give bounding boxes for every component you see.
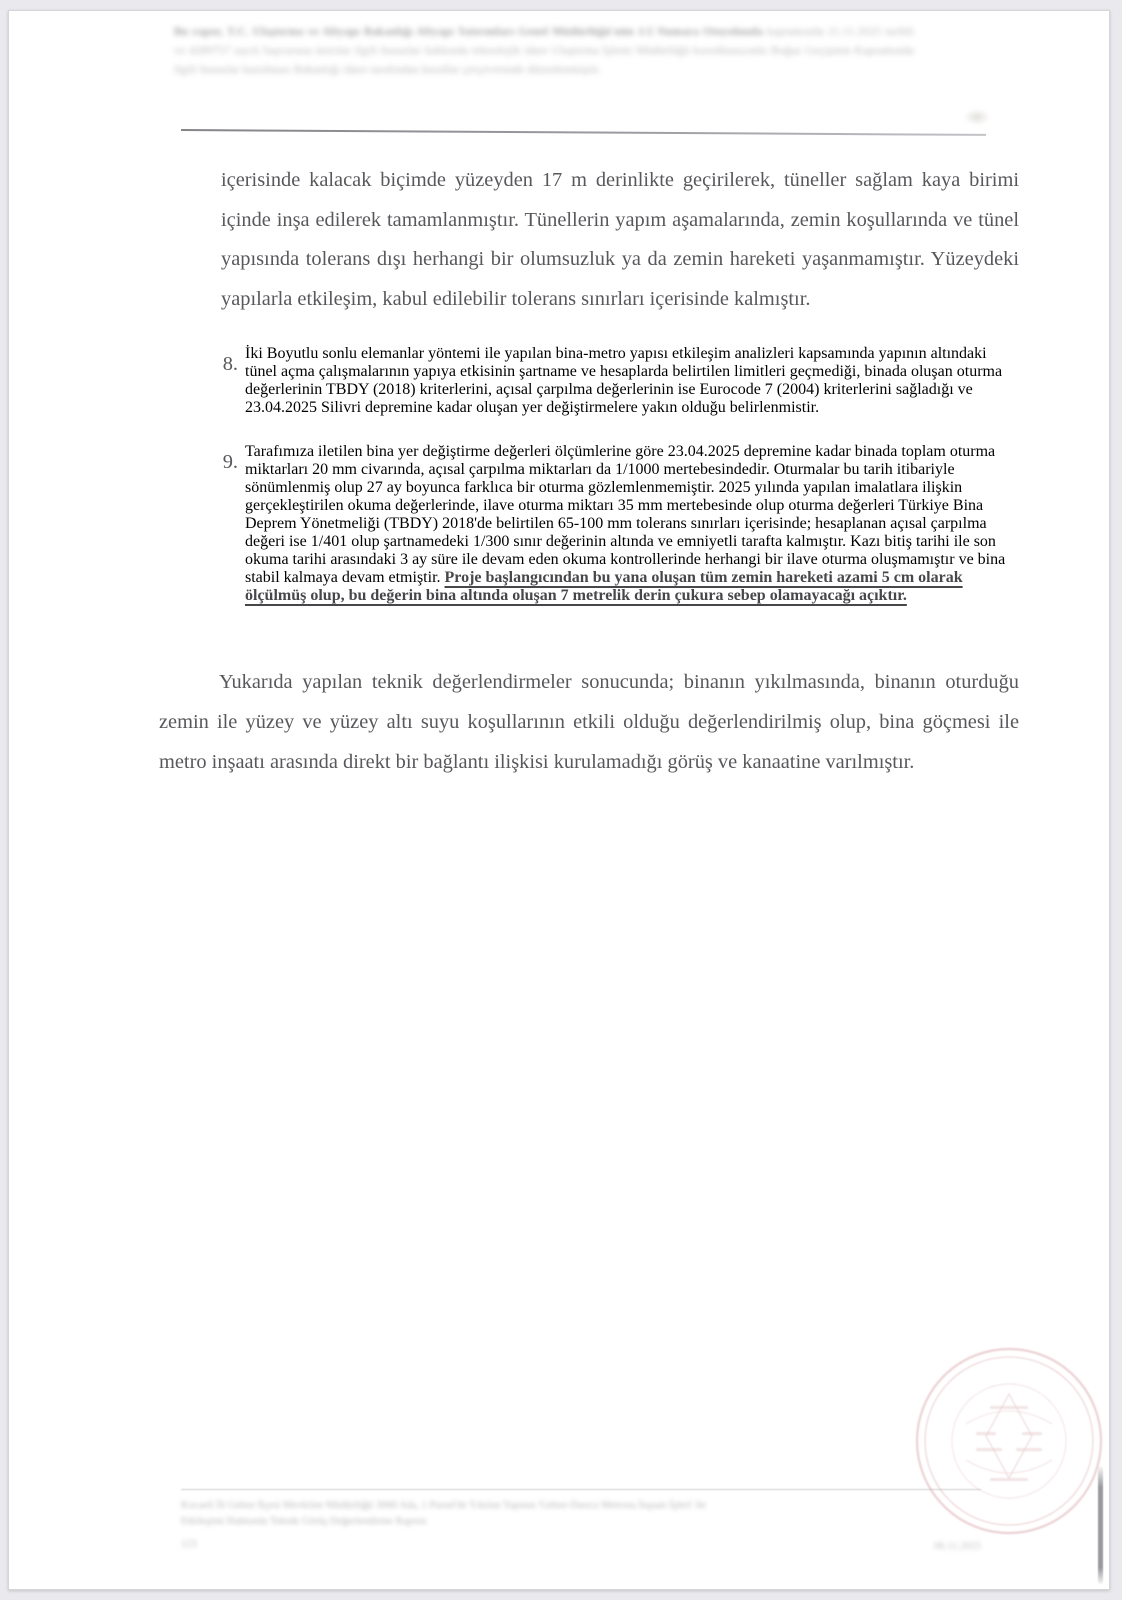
header-line-4: tarafından kurallar çerçevesinde düzenlenmiştir.	[370, 64, 602, 76]
header-line-1: Bu rapor, T.C. Ulaştırma ve Altyapı Bakanlığı Altyapı Yatırımları Genel Müdürlüğü'nün 1/2 Numara Otoyolunda	[174, 26, 764, 38]
list-item-9-emphasized-conclusion: Proje başlangıcından bu yana oluşan tüm zemin hareketi azami 5 cm olarak ölçülmüş olup, bu değerin bina altında oluşan 7 metrelik derin çukura sebep olamayacağı açıktır.	[245, 569, 963, 605]
document-page	[8, 10, 1110, 1590]
list-item-8-text: İki Boyutlu sonlu elemanlar yöntemi ile yapılan bina-metro yapısı etkileşim analizleri kapsamında yapının altındaki tünel açma çalışmalarının yapıya etkisinin şartname ve hesaplarda belirtilen limitleri geçmediği, binada oluşan oturma değerlerinin TBDY (2018) kriterlerini, açısal çarpılma değerlerinin ise Eurocode 7 (2004) kriterlerini sağladığı ve 23.04.2025 Silivri depremine kadar oluşan yer değiştirmelere yakın olduğu belirlenmistir.	[245, 345, 1003, 417]
list-item-9	[221, 443, 1019, 605]
numbered-paragraph-list	[9, 345, 1109, 605]
footer-date: 06.11.2025	[934, 1541, 981, 1552]
header-line-3: Ulaştırma İşlemi Müdürlüğü koordinasyonlu Boğaz Geçişinin Kapsamında ilgili hususlar kurulması Bakanlığı idare	[174, 45, 914, 76]
paragraph-spacer	[9, 417, 1109, 443]
scrollbar-thumb[interactable]	[1098, 1466, 1103, 1584]
footer-line-2: Etkileşimi Hakkında Teknik Görüş Değerlendirme Raporu	[181, 1516, 427, 1527]
list-item-9-number: 9.	[222, 451, 238, 474]
header-line-2: kapsamında 21.11.2025 tarihli ve 4289757 sayılı başvurusu üzerine ilgili hususlar hakkında teknolojik idare	[174, 26, 915, 57]
footer-divider	[181, 1489, 981, 1490]
footer-page-number: 123	[181, 1539, 197, 1550]
list-item-8-number: 8.	[222, 353, 238, 376]
list-item-9-text	[245, 443, 1019, 605]
footer-line-1: Kocaeli İli Gebze İlçesi Mevkiine Müdürlüğü 3068 Ada, 1 Parsel'de Yıkılan Yapının 'Gebze-Darıca Metrosu İnşaatı İşleri' ile	[181, 1500, 706, 1511]
paragraph-spacer	[9, 319, 1109, 345]
section-spacer	[9, 605, 1109, 663]
list-item-9-text-plain: Tarafımıza iletilen bina yer değiştirme değerleri ölçümlerine göre 23.04.2025 depremine kadar binada toplam oturma miktarları 20 mm civarında, açısal çarpılma miktarları da 1/1000 mertebesindedir. Oturmalar bu tarih itibariyle sönümlenmiş olup 27 ay boyunca farklıca bir oturma gözlemlenmemiştir. 2025 yılında yapılan imalatlara ilişkin gerçekleştirilen okuma değerlerinde, ilave oturma miktarı 35 mm mertebesinde olup oturma değerleri Türkiye Bina Deprem Yönetmeliği (TBDY) 2018'de belirtilen 65-100 mm tolerans sınırları içerisinde; hesaplanan açısal çarpılma değeri ise 1/401 olup şartnamedeki 1/300 sınır değerinin altında ve emniyetli tarafta kalmıştır. Kazı bitiş tarihi ile son okuma tarihi arasındaki 3 ay süre ile devam eden okuma kontrollerinde herhangi bir ilave oturma oluşmamıştır ve bina stabil kalmaya devam etmiştir.	[245, 443, 1006, 587]
list-item-8	[221, 345, 1019, 417]
redacted-footer-block	[181, 1498, 981, 1530]
document-body	[9, 161, 1109, 782]
lead-paragraph: içerisinde kalacak biçimde yüzeyden 17 m derinlikte geçirilerek, tüneller sağlam kaya birimi içinde inşa edilerek tamamlanmıştır. Tünellerin yapım aşamalarında, zemin koşullarında ve tünel yapısında tolerans dışı herhangi bir olumsuzluk ya da zemin hareketi yaşanmamıştır. Yüzeydeki yapılarla etkileşim, kabul edilebilir tolerans sınırları içerisinde kalmıştır.	[221, 169, 1019, 310]
redacted-header-block	[174, 23, 914, 80]
header-divider	[181, 129, 986, 136]
header-smudge-mark	[964, 109, 990, 125]
concluding-paragraph: Yukarıda yapılan teknik değerlendirmeler sonucunda; binanın yıkılmasında, binanın oturduğu zemin ile yüzey ve yüzey altı suyu koşullarının etkili olduğu değerlendirilmiş olup, bina göçmesi ile metro inşaatı arasında direkt bir bağlantı ilişkisi kurulamadığı görüş ve kanaatine varılmıştır.	[159, 671, 1019, 773]
